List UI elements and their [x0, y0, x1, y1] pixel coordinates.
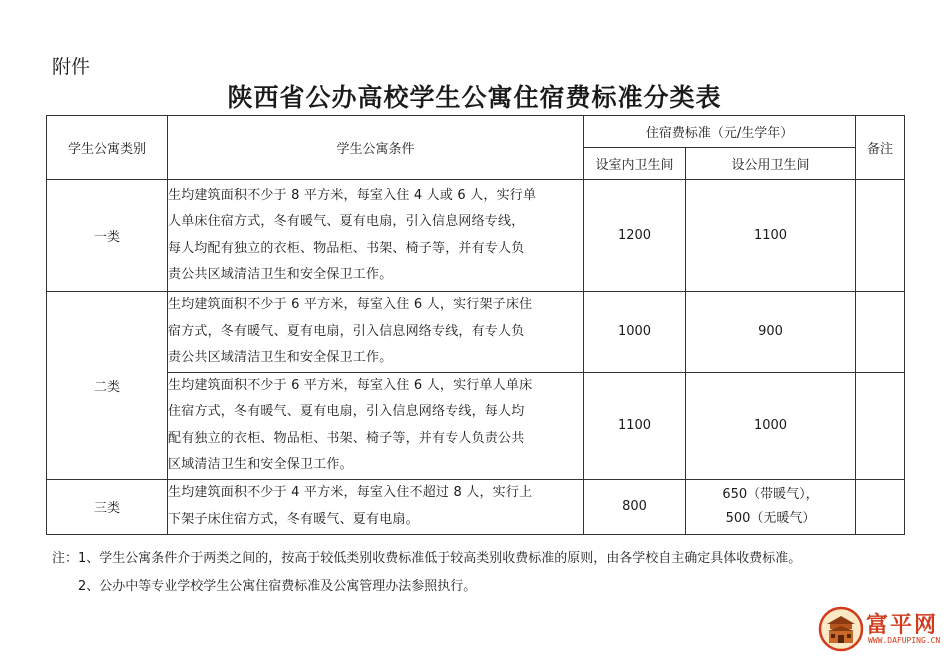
condition-line: 每人均配有独立的衣柜、物品柜、书架、椅子等，并有专人负 [168, 240, 525, 256]
note-1: 注：1、学生公寓条件介于两类之间的，按高于较低类别收费标准低于较高类别收费标准的原则，由各学校自主确定具体收费标准。 [52, 551, 802, 566]
table-row [47, 180, 905, 292]
condition-cell [168, 372, 584, 479]
watermark-name: 富平网 [866, 613, 939, 638]
shared-fee-line: 650（带暖气）， [722, 486, 819, 502]
shared-fee-cell: 1000 [686, 372, 856, 479]
condition-cell [168, 292, 584, 373]
condition-line: 生均建筑面积不少于 6 平方米，每室入住 6 人，实行单人单床 [168, 377, 533, 393]
condition-line: 人单床住宿方式，冬有暖气、夏有电扇，引入信息网络专线， [168, 214, 525, 229]
condition-line: 生均建筑面积不少于 6 平方米，每室入住 6 人，实行架子床住 [168, 297, 533, 312]
page-title: 陕西省公办高校学生公寓住宿费标准分类表 [227, 83, 722, 112]
table-row [47, 479, 905, 534]
table-row [47, 372, 905, 479]
condition-line: 住宿方式，冬有暖气、夏有电扇，引入信息网络专线，每人均 [168, 404, 525, 419]
in-room-fee-cell: 1000 [584, 292, 686, 373]
remark-cell [856, 292, 905, 373]
shared-fee-cell [686, 479, 856, 534]
condition-line: 配有独立的衣柜、物品柜、书架、椅子等，并有专人负责公共 [168, 430, 525, 446]
shared-fee-cell: 1100 [686, 180, 856, 292]
attachment-label: 附件 [52, 56, 91, 78]
condition-line: 生均建筑面积不少于 4 平方米，每室入住不超过 8 人，实行上 [168, 485, 533, 500]
remark-cell [856, 479, 905, 534]
condition-line: 下架子床住宿方式，冬有暖气、夏有电扇。 [168, 511, 419, 527]
condition-line: 区域清洁卫生和安全保卫工作。 [168, 457, 353, 472]
category-cell: 一类 [47, 180, 168, 292]
condition-cell [168, 180, 584, 292]
condition-cell [168, 479, 584, 534]
header-category: 学生公寓类别 [47, 116, 168, 180]
shared-fee-line: 500（无暖气） [725, 510, 816, 526]
condition-line: 责公共区域清洁卫生和安全保卫工作。 [168, 350, 393, 365]
watermark-url: WWW.DAFUPING.CN [868, 636, 941, 645]
category-cell: 二类 [47, 292, 168, 480]
shared-fee-cell: 900 [686, 292, 856, 373]
condition-line: 宿方式，冬有暖气、夏有电扇，引入信息网络专线，有专人负 [168, 323, 525, 339]
header-condition: 学生公寓条件 [168, 116, 584, 180]
site-watermark [818, 606, 948, 652]
table-row [47, 292, 905, 373]
in-room-fee-cell: 1200 [584, 180, 686, 292]
header-fee-group: 住宿费标准（元/生学年） [584, 116, 856, 148]
header-in-room-bathroom: 设室内卫生间 [584, 148, 686, 180]
notes [52, 545, 801, 601]
table-header-row [47, 116, 905, 148]
gate-tower-logo-icon [818, 606, 864, 652]
condition-line: 责公共区域清洁卫生和安全保卫工作。 [168, 267, 393, 282]
condition-line: 生均建筑面积不少于 8 平方米，每室入住 4 人或 6 人，实行单 [168, 187, 537, 203]
fee-table [46, 115, 905, 535]
header-remark: 备注 [856, 116, 905, 180]
header-shared-bathroom: 设公用卫生间 [686, 148, 856, 180]
note-2: 2、公办中等专业学校学生公寓住宿费标准及公寓管理办法参照执行。 [78, 579, 477, 594]
in-room-fee-cell: 1100 [584, 372, 686, 479]
remark-cell [856, 372, 905, 479]
in-room-fee-cell: 800 [584, 479, 686, 534]
category-cell: 三类 [47, 479, 168, 534]
remark-cell [856, 180, 905, 292]
